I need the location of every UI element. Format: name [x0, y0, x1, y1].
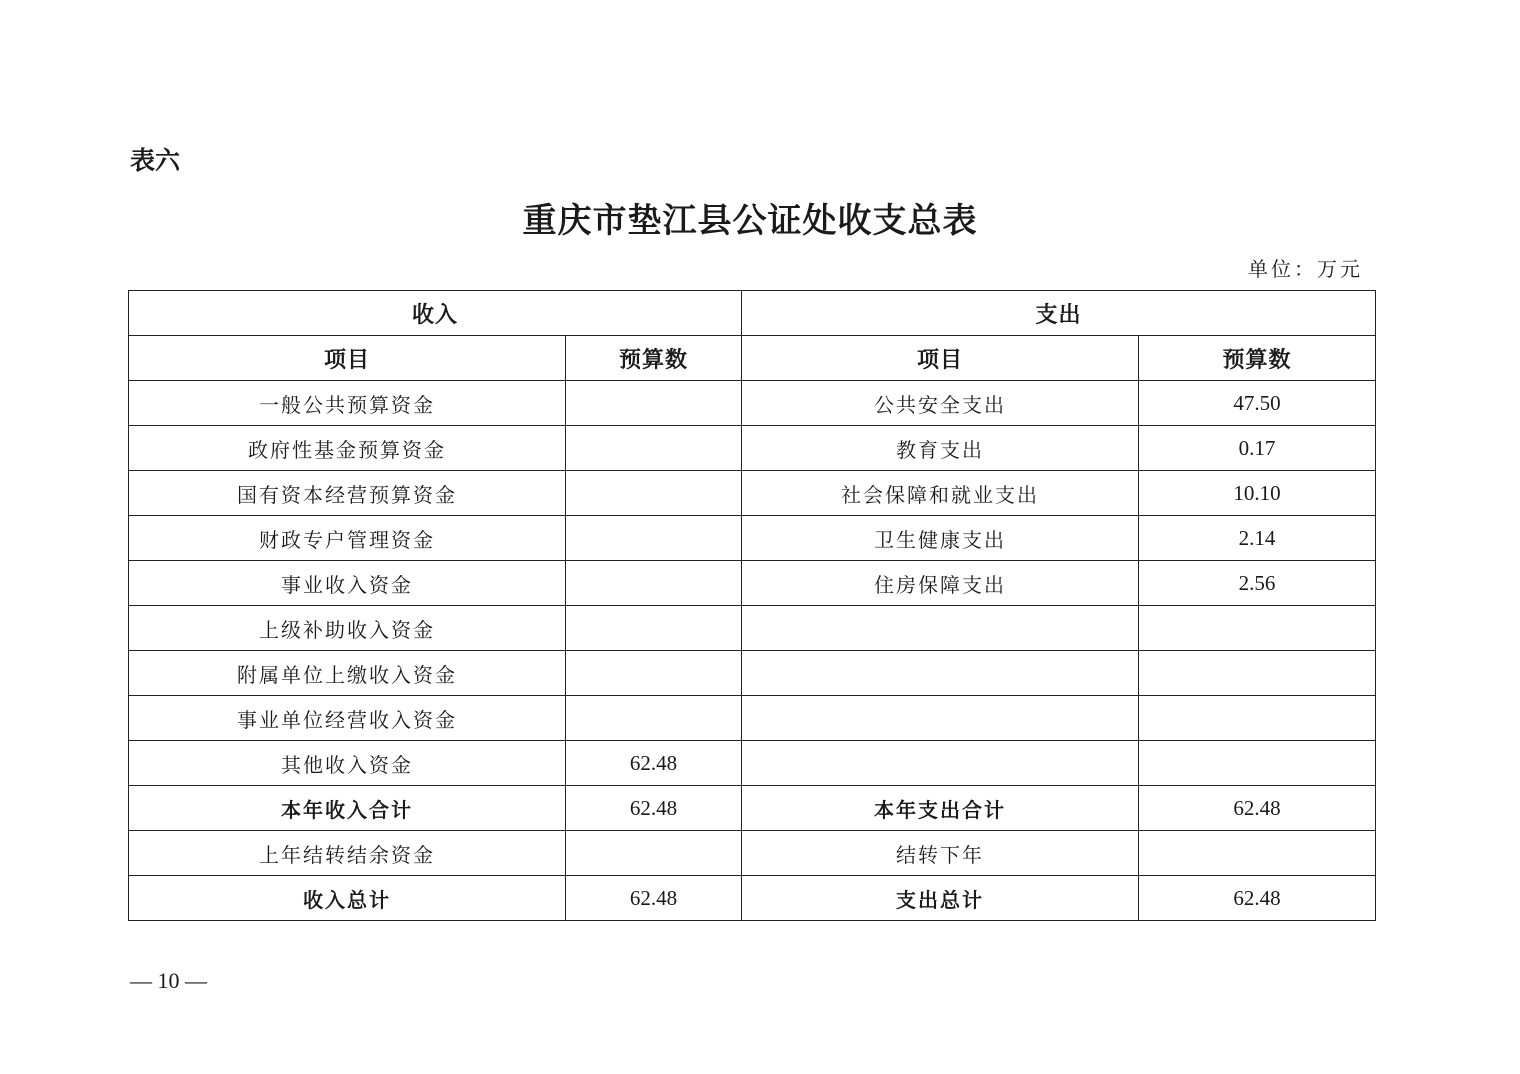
- income-header: 收入: [129, 291, 742, 336]
- expense-item: 支出总计: [742, 876, 1139, 921]
- income-value: [566, 516, 742, 561]
- expense-item: [742, 651, 1139, 696]
- income-item: 国有资本经营预算资金: [129, 471, 566, 516]
- table-row: [129, 381, 1376, 426]
- income-value: [566, 606, 742, 651]
- income-item: 本年收入合计: [129, 786, 566, 831]
- income-value: [566, 471, 742, 516]
- expense-value: [1139, 606, 1376, 651]
- expense-item: 教育支出: [742, 426, 1139, 471]
- income-value: [566, 561, 742, 606]
- income-item: 事业收入资金: [129, 561, 566, 606]
- expense-value: 10.10: [1139, 471, 1376, 516]
- income-item: 事业单位经营收入资金: [129, 696, 566, 741]
- table-row: [129, 426, 1376, 471]
- table-row: [129, 696, 1376, 741]
- table-row: [129, 561, 1376, 606]
- expense-item: [742, 741, 1139, 786]
- table-row: [129, 831, 1376, 876]
- expense-item: 本年支出合计: [742, 786, 1139, 831]
- expense-item-header: 项目: [742, 336, 1139, 381]
- expense-value: [1139, 741, 1376, 786]
- expense-item: 社会保障和就业支出: [742, 471, 1139, 516]
- income-value: [566, 651, 742, 696]
- expense-item: 结转下年: [742, 831, 1139, 876]
- expense-value: 62.48: [1139, 876, 1376, 921]
- expense-item: [742, 696, 1139, 741]
- expense-value: 47.50: [1139, 381, 1376, 426]
- expense-value: 2.56: [1139, 561, 1376, 606]
- expense-budget-header: 预算数: [1139, 336, 1376, 381]
- expense-value: [1139, 831, 1376, 876]
- expense-item: [742, 606, 1139, 651]
- table-row: [129, 516, 1376, 561]
- income-value: [566, 831, 742, 876]
- income-budget-header: 预算数: [566, 336, 742, 381]
- total-row: [129, 876, 1376, 921]
- income-item: 其他收入资金: [129, 741, 566, 786]
- income-value: [566, 696, 742, 741]
- unit-label: 单位：万元: [1248, 257, 1363, 281]
- expense-value: [1139, 696, 1376, 741]
- expense-value: 62.48: [1139, 786, 1376, 831]
- table-row: [129, 471, 1376, 516]
- income-item: 上级补助收入资金: [129, 606, 566, 651]
- income-item: 附属单位上缴收入资金: [129, 651, 566, 696]
- income-value: 62.48: [566, 876, 742, 921]
- budget-table: [128, 290, 1376, 921]
- expense-value: 0.17: [1139, 426, 1376, 471]
- income-value: 62.48: [566, 786, 742, 831]
- income-value: 62.48: [566, 741, 742, 786]
- table-label: 表六: [130, 146, 181, 175]
- expense-value: [1139, 651, 1376, 696]
- income-item: 政府性基金预算资金: [129, 426, 566, 471]
- table-row: [129, 606, 1376, 651]
- subtotal-row: [129, 786, 1376, 831]
- table-row: [129, 741, 1376, 786]
- income-item-header: 项目: [129, 336, 566, 381]
- page-title: 重庆市垫江县公证处收支总表: [522, 201, 978, 241]
- income-item: 收入总计: [129, 876, 566, 921]
- page-number: — 10 —: [130, 968, 207, 993]
- expense-value: 2.14: [1139, 516, 1376, 561]
- expense-header: 支出: [742, 291, 1376, 336]
- column-header-row: [129, 336, 1376, 381]
- income-item: 财政专户管理资金: [129, 516, 566, 561]
- income-value: [566, 381, 742, 426]
- expense-item: 卫生健康支出: [742, 516, 1139, 561]
- group-header-row: [129, 291, 1376, 336]
- expense-item: 住房保障支出: [742, 561, 1139, 606]
- income-value: [566, 426, 742, 471]
- income-item: 上年结转结余资金: [129, 831, 566, 876]
- expense-item: 公共安全支出: [742, 381, 1139, 426]
- table-row: [129, 651, 1376, 696]
- income-item: 一般公共预算资金: [129, 381, 566, 426]
